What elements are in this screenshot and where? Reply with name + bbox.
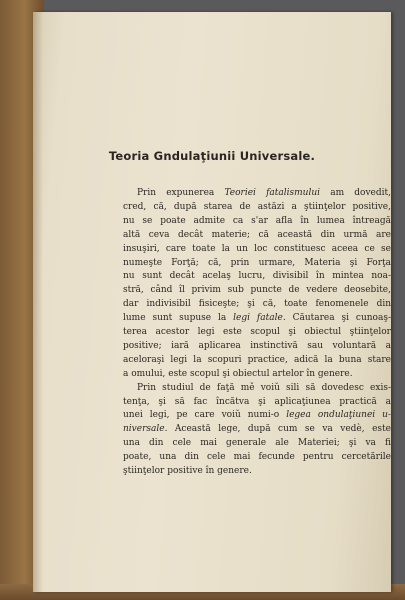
text-line — [123, 451, 391, 464]
text-line — [123, 201, 391, 214]
text-run: nu se poate admite ca s'ar afla în lumea întreagă — [123, 215, 391, 226]
text-run: aceloraşi legi la scopuri practice, adică la buna stare — [123, 354, 391, 365]
text-run: stră, când îl privim sub puncte de vedere deosebite, — [123, 285, 391, 296]
text-run: lume sunt supuse la — [123, 313, 234, 324]
text-run: positive; iară aplicarea instinctivă sau voluntară a — [123, 340, 391, 351]
italic-term: Teoriei fatalismului — [224, 188, 321, 198]
text-line — [123, 368, 391, 381]
text-line — [123, 229, 391, 242]
text-run: numeşte Forţă; că, prin urmare, Materia şi Forţa — [123, 257, 391, 268]
text-run: Prin studiul de faţă mě voiŭ sili să dovedesc exis- — [137, 382, 391, 393]
text-line — [123, 312, 391, 325]
text-line — [123, 284, 391, 297]
text-line — [123, 409, 391, 422]
text-run: a omului, este scopul şi obiectul artelor în genere. — [123, 368, 353, 379]
text-run: insuşiri, care toate la un loc constituesc aceea ce se — [123, 243, 391, 254]
text-run: am dovedit, — [320, 188, 391, 198]
text-line — [123, 354, 391, 367]
text-line — [123, 340, 391, 353]
text-run: una din cele mai generale ale Materiei; şi va fi — [123, 438, 391, 449]
text-run: nu sunt decât acelaş lucru, divisibil în mintea noa- — [123, 271, 391, 282]
text-line — [123, 326, 391, 339]
text-line — [123, 423, 391, 436]
text-run: unei legi, pe care voiŭ numi-o — [123, 410, 287, 421]
text-run: . Această lege, după cum se va vedè, este — [164, 424, 391, 435]
text-run: tenţa, şi să fac încătva şi aplicaţiunea practică a — [123, 396, 391, 407]
text-run: Prin expunerea — [137, 188, 225, 198]
text-run: dar indivisibil fisiceşte; şi că, toate fenomenele din — [123, 299, 391, 310]
text-run: terea acestor legi este scopul şi obiectul ştiinţelor — [123, 327, 391, 337]
italic-term: niversale — [123, 424, 165, 435]
italic-term: legea ondulaţiunei u- — [286, 410, 391, 421]
text-line — [123, 396, 391, 409]
text-line — [137, 382, 391, 395]
text-line — [123, 298, 391, 311]
text-line — [137, 187, 391, 200]
text-run: altă ceva decât materie; că această din urmă are — [123, 229, 391, 240]
text-line — [123, 215, 391, 228]
text-line — [123, 437, 391, 450]
text-run: poate, una din cele mai fecunde pentru cercetările — [123, 452, 391, 463]
book-page — [33, 12, 391, 592]
italic-term: legi fatale — [233, 313, 283, 324]
text-line — [123, 257, 391, 270]
text-line — [123, 243, 391, 256]
text-run: ştiinţelor positive în genere. — [123, 466, 252, 476]
text-run: . Căutarea şi cunoaş- — [282, 313, 391, 324]
page-title: Teoria Gndulaţiunii Universale. — [108, 149, 316, 163]
text-line — [123, 465, 391, 478]
text-run: cred, că, după starea de astăzi a ştiinţelor positive, — [123, 201, 391, 212]
text-line — [123, 270, 391, 283]
